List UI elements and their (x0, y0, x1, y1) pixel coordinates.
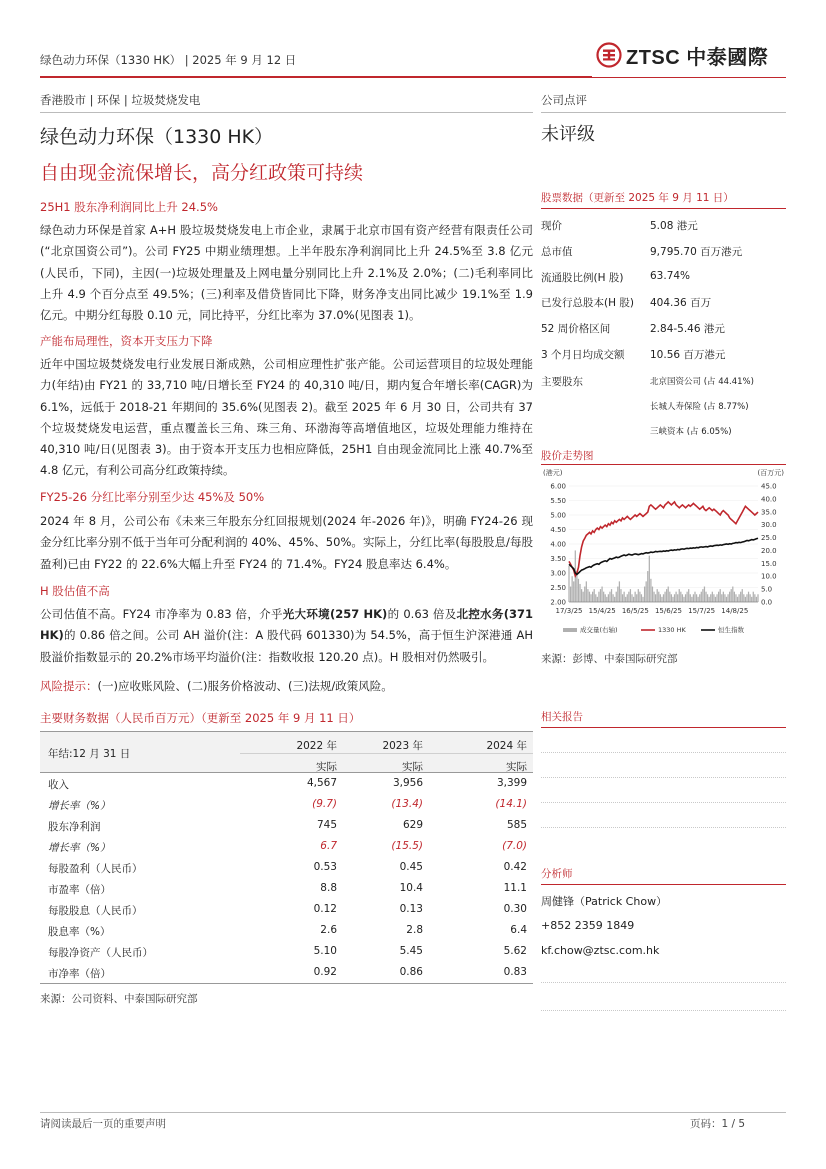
row-label: 收入 (48, 779, 69, 791)
right-tick-label: 25.0 (761, 534, 777, 543)
related-divider (541, 727, 786, 728)
volume-bar (707, 594, 708, 602)
row-label: 市净率（倍） (48, 968, 111, 980)
volume-bar (732, 587, 733, 602)
volume-bar (713, 594, 714, 602)
left-tick-label: 3.00 (550, 569, 566, 578)
volume-bar (590, 594, 591, 602)
volume-bar (631, 594, 632, 602)
volume-bar (644, 587, 645, 602)
volume-bar (620, 589, 621, 602)
volume-bar (592, 592, 593, 602)
analyst-phone: +852 2359 1849 (541, 919, 635, 932)
left-tick-label: 5.50 (550, 497, 566, 505)
row-label: 每股净资产（人民币） (48, 947, 153, 959)
volume-bar (638, 589, 639, 602)
legend-label: 1330 HK (658, 626, 686, 634)
volume-bar (605, 594, 606, 602)
volume-bar (581, 589, 582, 602)
legend-label: 恒生指数 (718, 626, 744, 634)
volume-bar (690, 594, 691, 602)
basis-header: 实际 (402, 761, 423, 773)
volume-bar (694, 592, 695, 602)
volume-bar (729, 592, 730, 602)
volume-bar (699, 594, 700, 602)
header-divider-right (592, 77, 786, 78)
volume-bar (675, 592, 676, 602)
right-tick-label: 15.0 (761, 559, 777, 568)
volume-bar (584, 587, 585, 602)
volume-bar (595, 594, 596, 602)
volume-bar (628, 592, 629, 602)
volume-bar (724, 594, 725, 602)
row-label: 每股股息（人民币） (48, 905, 143, 917)
left-tick-label: 4.50 (550, 526, 566, 534)
volume-bar (660, 594, 661, 602)
volume-bar (756, 597, 757, 602)
volume-bar (753, 592, 754, 602)
stock-data-divider (541, 208, 786, 209)
volume-bar (751, 597, 752, 602)
stock-data-value: 9,795.70 百万港元 (650, 245, 743, 258)
volume-bar (702, 589, 703, 602)
row-value: 5.10 (313, 945, 337, 957)
volume-bar (568, 566, 569, 602)
breadcrumb-divider (40, 112, 533, 113)
volume-bar (606, 597, 607, 602)
stock-data-label: 总市值 (541, 245, 573, 258)
stock-data-label: 3 个月日均成交额 (541, 349, 625, 361)
row-value: (15.5) (391, 840, 423, 852)
left-tick-label: 5.00 (550, 511, 566, 520)
ztsc-logo-icon (596, 42, 622, 68)
volume-bar (579, 584, 580, 602)
volume-bar (710, 594, 711, 602)
volume-bar (578, 579, 579, 602)
volume-bar (715, 597, 716, 602)
row-value: 5.62 (503, 945, 527, 957)
stock-data-label: 流通股比例(H 股) (541, 271, 624, 284)
volume-bar (646, 581, 647, 602)
volume-bar (653, 592, 654, 602)
section-heading-1: 25H1 股东净利润同比上升 24.5% (40, 200, 218, 214)
x-tick-label: 15/7/25 (688, 607, 716, 615)
right-tick-label: 30.0 (761, 521, 777, 530)
row-value: 8.8 (320, 882, 337, 894)
row-value: (13.4) (391, 798, 423, 810)
x-tick-label: 15/6/25 (654, 607, 682, 615)
fin-table-body (40, 773, 533, 983)
table-row (40, 962, 533, 983)
volume-bar (737, 597, 738, 602)
volume-bar (696, 594, 697, 602)
section-text-3: 2024 年 8 月，公司公布《未来三年股东分红回报规划(2024 年-2026 年)》，明确 FY24-26 现金分红比率分别不低于当年可分配利润的 40%、45%、50%。实际上，分红比率(每股股息/每股盈利)已由 FY22 的 22.6%大幅上升至 FY24 的 71.4%。FY24 股息率达 6.4%。 (40, 514, 533, 571)
volume-bar (672, 597, 673, 602)
stock-data-title: 股票数据（更新至 2025 年 9 月 11 日） (541, 192, 734, 204)
volume-bar (658, 592, 659, 602)
volume-bar (608, 594, 609, 602)
row-value: 2.6 (320, 924, 337, 936)
row-label: 市盈率（倍） (48, 884, 111, 896)
row-label: 每股盈利（人民币） (48, 863, 143, 875)
volume-bar (748, 592, 749, 602)
row-value: 629 (402, 819, 423, 831)
volume-bar (664, 592, 665, 602)
row-value: 0.53 (313, 861, 337, 873)
volume-bar (754, 594, 755, 602)
row-value: 4,567 (306, 777, 337, 789)
logo-text: ZTSC 中泰國際 (626, 46, 769, 69)
rating: 未评级 (541, 124, 595, 145)
volume-bar (723, 592, 724, 602)
left-tick-label: 2.50 (550, 584, 566, 592)
volume-bar (635, 592, 636, 602)
volume-bar (726, 597, 727, 602)
left-tick-label: 2.00 (550, 598, 566, 607)
company-title: 绿色动力环保（1330 HK） (40, 126, 274, 148)
volume-bar (611, 589, 612, 602)
row-label: 增长率（%） (48, 842, 111, 854)
stock-data-value: 63.74% (650, 269, 691, 282)
volume-bar (583, 592, 584, 602)
volume-bar (630, 589, 631, 602)
volume-bar (712, 592, 713, 602)
financial-table (40, 731, 533, 984)
right-tick-label: 35.0 (761, 508, 777, 517)
volume-bar (701, 592, 702, 602)
company-logo (596, 42, 768, 68)
volume-bar (633, 597, 634, 602)
fin-table-source: 来源：公司资料、中泰国际研究部 (40, 993, 198, 1005)
volume-bar (693, 594, 694, 602)
volume-bar (572, 576, 573, 602)
row-label: 股息率（%） (48, 926, 111, 938)
volume-bar (614, 597, 615, 602)
volume-bar (627, 594, 628, 602)
volume-bar (685, 594, 686, 602)
table-row (40, 836, 533, 857)
volume-bar (587, 589, 588, 602)
volume-bar (655, 594, 656, 602)
volume-bar (652, 587, 653, 602)
volume-bar (704, 587, 705, 602)
volume-bar (666, 589, 667, 602)
row-value: 0.83 (503, 966, 527, 978)
row-value: 0.12 (313, 903, 337, 915)
table-row (40, 794, 533, 815)
volume-bar (589, 592, 590, 602)
volume-bar (720, 589, 721, 602)
stock-data-label: 已发行总股本(H 股) (541, 297, 634, 310)
volume-bar (691, 597, 692, 602)
row-value: 5.45 (399, 945, 423, 957)
volume-bar (683, 597, 684, 602)
volume-bar (639, 592, 640, 602)
section-heading-3: FY25-26 分红比率分别至少达 45%及 50% (40, 490, 265, 504)
table-row (40, 899, 533, 920)
right-tick-label: 45.0 (761, 482, 777, 491)
volume-bar (594, 589, 595, 602)
chart-source: 来源：彭博、中泰国际研究部 (541, 653, 678, 665)
table-row (40, 941, 533, 962)
volume-bar (573, 581, 574, 602)
row-value: 11.1 (503, 882, 527, 894)
right-axis-unit: (百万元) (757, 469, 784, 477)
footer-disclaimer: 请阅读最后一页的重要声明 (40, 1118, 166, 1130)
volume-bar (738, 594, 739, 602)
holder-2: 长城人寿保险 (占 8.77%) (650, 402, 749, 412)
row-value: 0.42 (503, 861, 527, 873)
basis-header: 实际 (316, 761, 337, 773)
volume-bar (650, 579, 651, 602)
row-value: 3,956 (392, 777, 423, 789)
row-value: (9.7) (312, 798, 337, 810)
x-tick-label: 16/5/25 (621, 607, 649, 615)
volume-bar (669, 592, 670, 602)
row-value: 0.13 (399, 903, 423, 915)
volume-bar (616, 592, 617, 602)
table-row (40, 920, 533, 941)
volume-bar (619, 581, 620, 602)
x-tick-label: 17/3/25 (555, 607, 583, 615)
volume-bar (727, 594, 728, 602)
holders-label: 主要股东 (541, 376, 583, 388)
price-series-line (569, 502, 758, 576)
volume-bar (735, 594, 736, 602)
row-label: 股东净利润 (48, 821, 101, 833)
row-value: 0.86 (399, 966, 423, 978)
volume-bar (603, 592, 604, 602)
volume-bar (636, 594, 637, 602)
volume-bar (617, 587, 618, 602)
table-row (40, 878, 533, 899)
volume-bar (668, 587, 669, 602)
volume-bar (740, 592, 741, 602)
year-header: 2023 年 (382, 740, 423, 752)
volume-bar (705, 592, 706, 602)
legend-swatch-volume (563, 628, 577, 632)
analyst-email[interactable]: kf.chow@ztsc.com.hk (541, 944, 660, 957)
volume-bar (745, 597, 746, 602)
stock-data-value: 2.84-5.46 港元 (650, 323, 725, 336)
volume-bar (677, 594, 678, 602)
volume-bar (609, 592, 610, 602)
row-value: 745 (316, 819, 337, 831)
index-series-line (569, 538, 758, 574)
volume-bar (709, 597, 710, 602)
left-tick-label: 4.00 (550, 540, 566, 549)
basis-header: 实际 (506, 761, 527, 773)
row-value: 0.45 (399, 861, 423, 873)
volume-bar (622, 594, 623, 602)
volume-bar (576, 571, 577, 602)
table-row (40, 773, 533, 794)
row-value: (7.0) (502, 840, 527, 852)
volume-bar (757, 594, 758, 602)
report-type: 公司点评 (541, 93, 587, 107)
page-header-text: 绿色动力环保（1330 HK） | 2025 年 9 月 12 日 (40, 53, 297, 67)
right-tick-label: 20.0 (761, 546, 777, 555)
risk-note: 风险提示：(一)应收账风险、(二)服务价格波动、(三)法规/政策风险。 (40, 679, 393, 693)
volume-bar (642, 597, 643, 602)
volume-bar (750, 594, 751, 602)
chart-title: 股价走势图 (541, 450, 594, 462)
section-text-4: 公司估值不高。FY24 市净率为 0.83 倍，介乎光大环境(257 HK)的 0.63 倍及北控水务(371 HK)的 0.86 倍之间。公司 AH 溢价(注：A 股代码 601330)为 54.5%，高于恒生沪深港通 AH 股溢价指数显示的 20.2%市场平均溢价(注：指数收报 120.20 点)。H 股相对仍然吸引。 (40, 607, 533, 664)
right-tick-label: 40.0 (761, 495, 777, 504)
volume-bar (601, 587, 602, 602)
volume-bar (661, 597, 662, 602)
analyst-name: 周健锋（Patrick Chow） (541, 895, 668, 908)
volume-bar (586, 581, 587, 602)
headline: 自由现金流保增长，高分红政策可持续 (40, 162, 364, 184)
year-header: 2024 年 (486, 740, 527, 752)
footer-divider (40, 1112, 786, 1113)
section-heading-2: 产能布局理性，资本开支压力下降 (40, 334, 213, 348)
table-row (40, 857, 533, 878)
legend-label: 成交量(右轴) (580, 626, 618, 634)
volume-bar (734, 592, 735, 602)
header-divider (40, 76, 592, 78)
row-value: 3,399 (496, 777, 527, 789)
volume-bar (716, 594, 717, 602)
stock-data-value: 5.08 港元 (650, 220, 698, 232)
related-reports-title: 相关报告 (541, 711, 583, 723)
stock-data-label: 现价 (541, 220, 562, 232)
volume-bar (743, 594, 744, 602)
row-value: 0.30 (503, 903, 527, 915)
left-tick-label: 3.50 (550, 555, 566, 563)
chart-divider (541, 464, 786, 465)
volume-bar (657, 589, 658, 602)
analyst-divider (541, 884, 786, 885)
stock-data-value: 404.36 百万 (650, 297, 712, 310)
volume-bar (641, 594, 642, 602)
volume-bar (742, 589, 743, 602)
volume-bar (600, 589, 601, 602)
report-type-divider (541, 112, 786, 113)
holder-1: 北京国资公司 (占 44.41%) (650, 377, 754, 387)
holder-3: 三峡资本 (占 6.05%) (650, 427, 732, 437)
volume-bar (687, 592, 688, 602)
volume-bar (721, 594, 722, 602)
row-value: 585 (506, 819, 527, 831)
volume-bar (671, 594, 672, 602)
row-value: 10.4 (399, 882, 423, 894)
row-value: 2.8 (406, 924, 423, 936)
volume-bar (663, 594, 664, 602)
section-heading-4: H 股估值不高 (40, 584, 110, 598)
volume-bar (570, 587, 571, 602)
breadcrumb: 香港股市 | 环保 | 垃圾焚烧发电 (40, 93, 201, 107)
left-tick-label: 6.00 (550, 482, 566, 491)
volume-bar (688, 589, 689, 602)
page-number: 页码：1 / 5 (690, 1118, 746, 1130)
volume-bar (649, 556, 650, 602)
volume-bar (731, 589, 732, 602)
fy-label: 年结:12 月 31 日 (48, 748, 131, 760)
x-tick-label: 15/4/25 (588, 607, 616, 615)
row-label: 增长率（%） (48, 800, 111, 812)
row-value: 6.4 (510, 924, 527, 936)
volume-bar (698, 597, 699, 602)
volume-bar (597, 597, 598, 602)
volume-bar (680, 592, 681, 602)
volume-bar (682, 594, 683, 602)
volume-bar (612, 594, 613, 602)
volume-bar (598, 592, 599, 602)
volume-bar (674, 594, 675, 602)
volume-bar (718, 592, 719, 602)
fin-table-title: 主要财务数据（人民币百万元）（更新至 2025 年 9 月 11 日） (40, 711, 361, 725)
volume-bar (647, 571, 648, 602)
table-row (40, 815, 533, 836)
left-axis-unit: (港元) (543, 469, 563, 477)
year-header: 2022 年 (296, 740, 337, 752)
volume-bar (679, 589, 680, 602)
section-text-2: 近年中国垃圾焚烧发电行业发展日渐成熟，公司相应理性扩张产能。公司运营项目的垃圾处理能力(年结)由 FY21 的 33,710 吨/日增长至 FY24 的 40,310 吨/日，期内复合年增长率(CAGR)为 6.1%，远低于 2018-21 年期间的 35.6%(见图表 2)。截至 2025 年 6 月 30 日，公司共有 37 个垃圾焚烧发电运营，重点覆盖长三角、珠三角、环渤海等高增值地区，垃圾处理能力维持在 40,310 吨/日(见图表 3)。由于资本开支压力也相应降低，25H1 自由现金流同比上涨 40.7%至 4.8 亿元，有利公司高分红政策持续。 (40, 357, 533, 478)
analyst-label: 分析师 (541, 868, 573, 880)
stock-price-chart (541, 466, 786, 642)
volume-bar (746, 594, 747, 602)
volume-bar (625, 597, 626, 602)
right-tick-label: 0.0 (761, 598, 773, 607)
fin-table-header (40, 731, 533, 773)
right-tick-label: 10.0 (761, 572, 777, 581)
volume-bar (624, 592, 625, 602)
stock-data-value: 10.56 百万港元 (650, 349, 726, 361)
row-value: 6.7 (320, 840, 337, 852)
row-value: (14.1) (495, 798, 527, 810)
right-tick-label: 5.0 (761, 585, 773, 594)
row-value: 0.92 (313, 966, 337, 978)
x-tick-label: 14/8/25 (721, 607, 749, 615)
section-text-1: 绿色动力环保是首家 A+H 股垃圾焚烧发电上市企业，隶属于北京市国有资产经营有限责任公司(“北京国资公司”)。公司 FY25 中期业绩理想。上半年股东净利润同比上升 24.5%至 3.8 亿元(人民币，下同)，主因(一)垃圾处理量及上网电量分别同比上升 2.1%及 2.0%；(二)毛利率同比上升 4.9 个百分点至 49.5%；(三)利率及借贷皆同比下降，财务净支出同比减少 19.1%至 1.9 亿元。中期分红每股 0.10 元，同比持平，分红比率为 37.0%(见图表 1)。 (40, 223, 533, 323)
stock-data-label: 52 周价格区间 (541, 323, 611, 336)
